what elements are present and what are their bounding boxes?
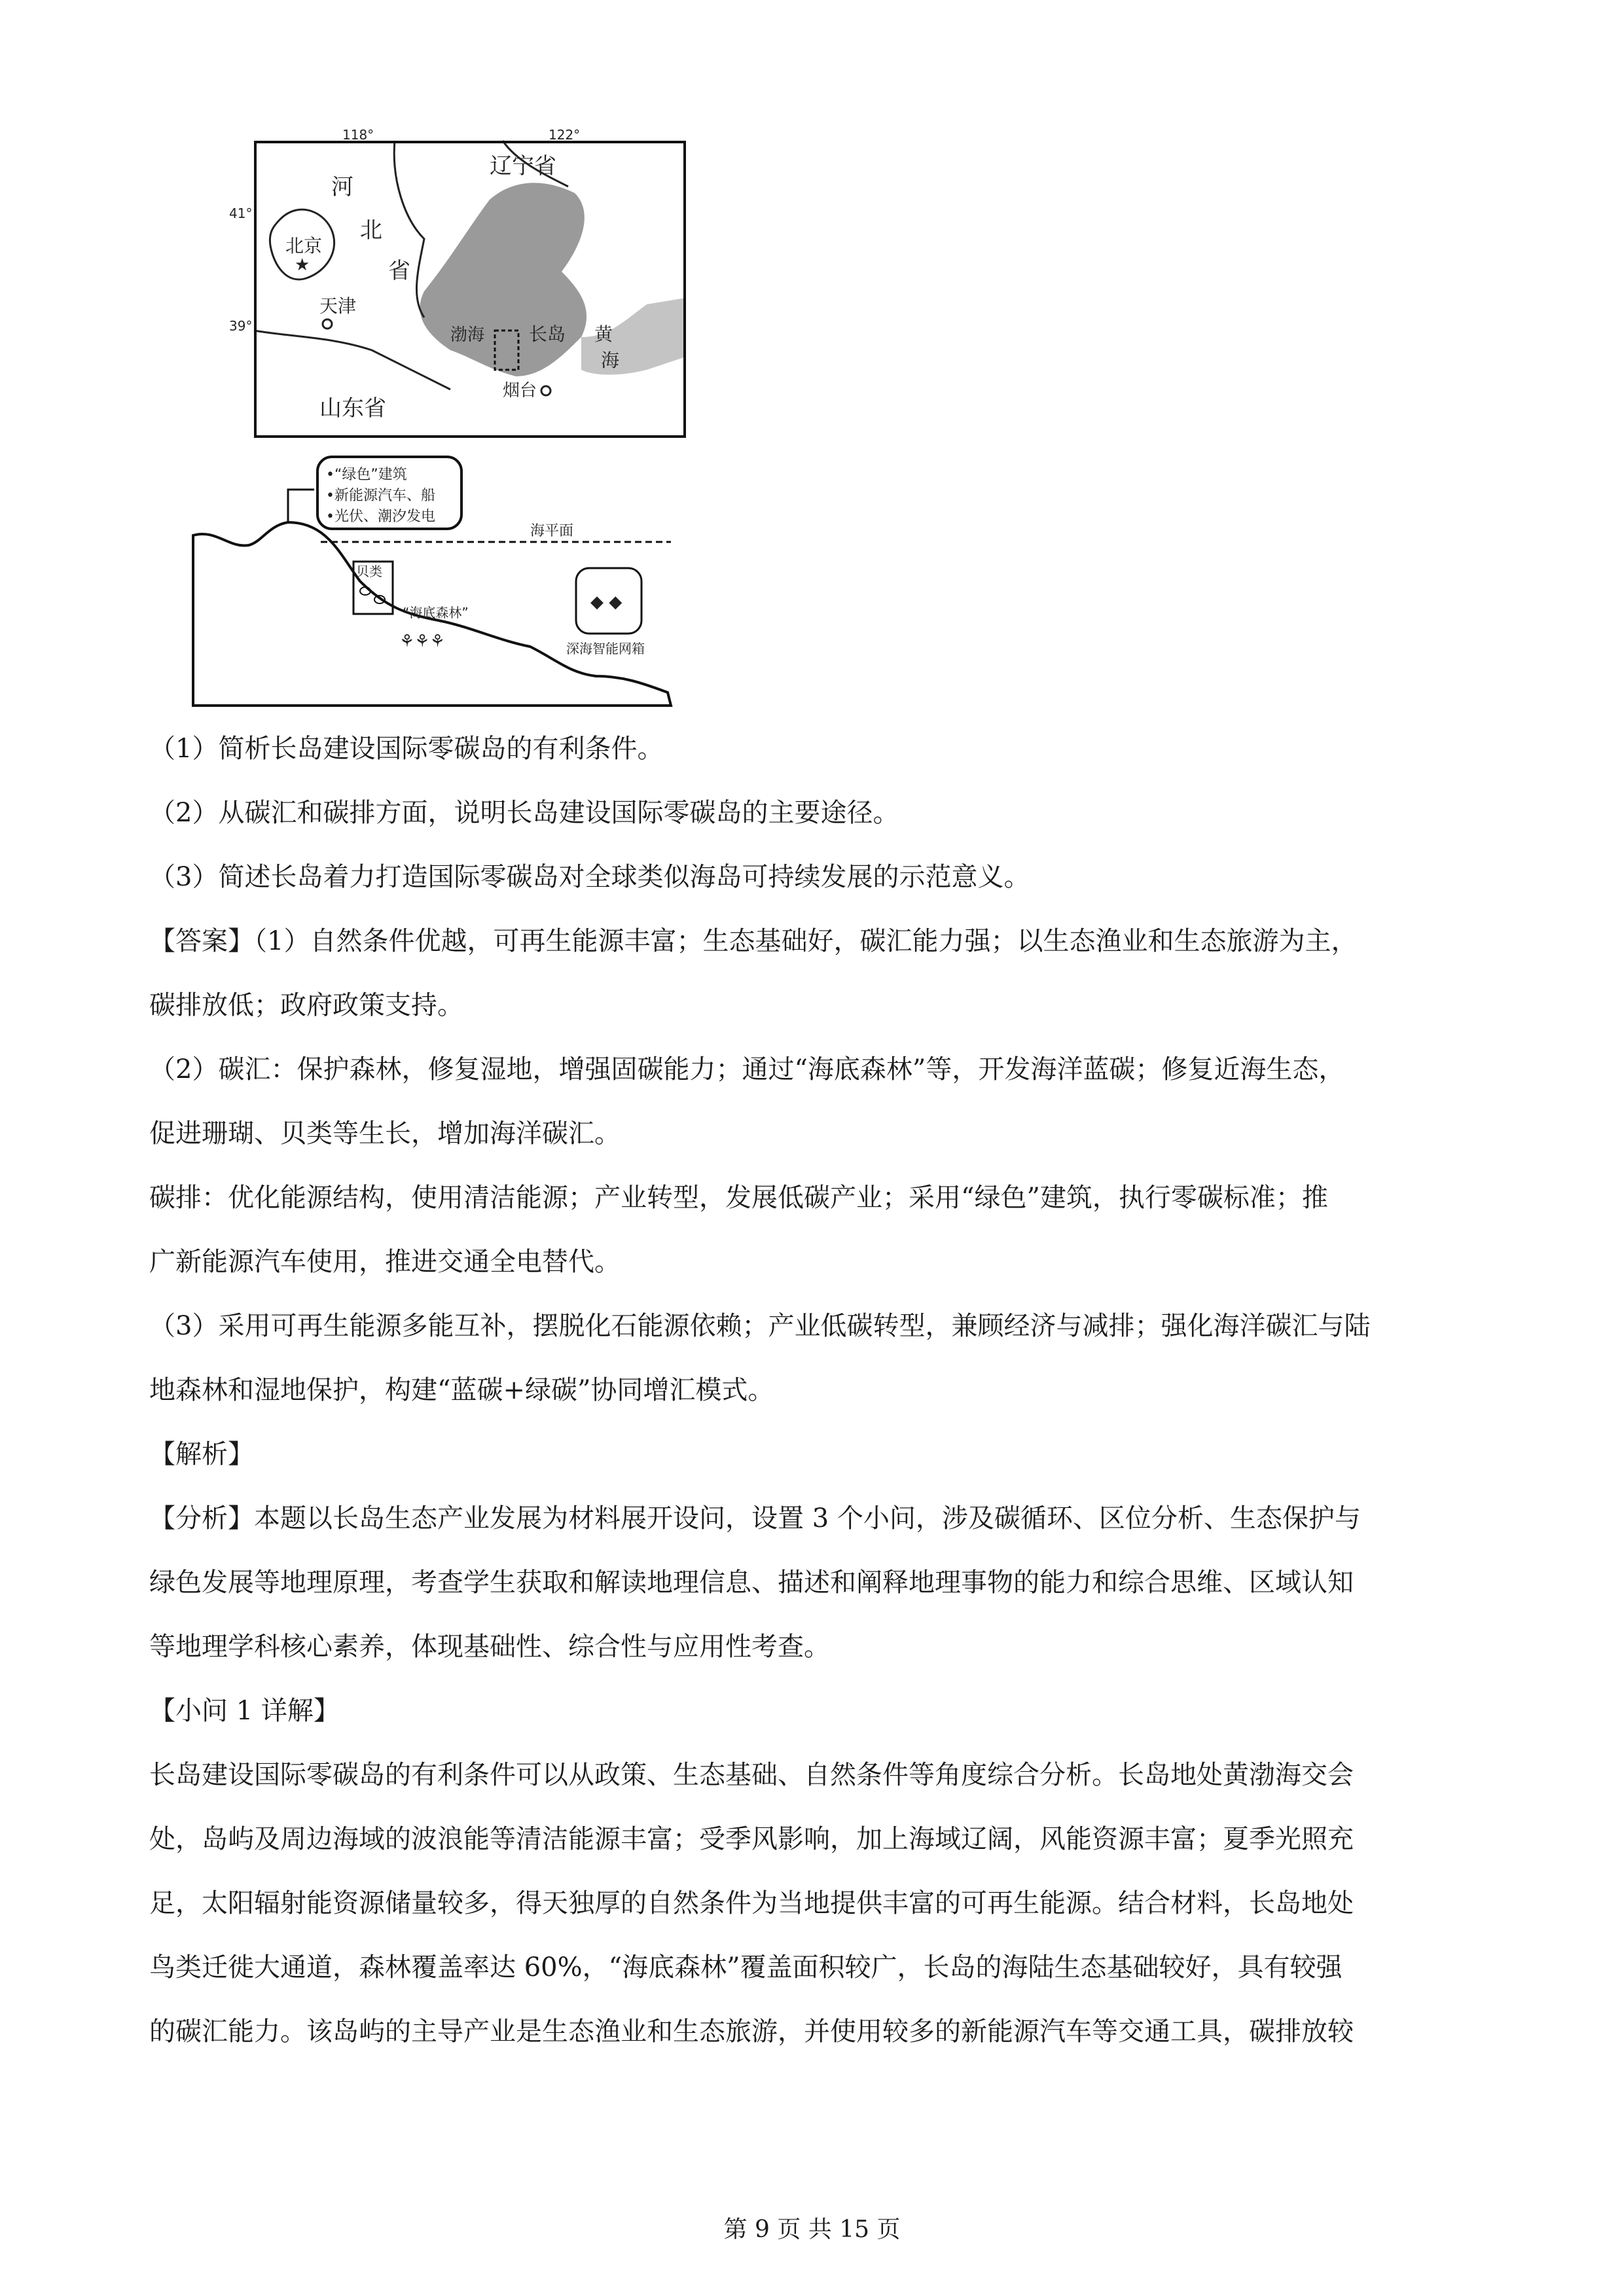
bohai-label: 渤海 [450,325,485,345]
bohai-region-map [229,127,686,438]
answer-line-5: 碳排：优化能源结构，使用清洁能源；产业转型，发展低碳产业；采用“绿色”建筑，执行零碳标准；推 [149,1183,1328,1213]
subquestion-1-heading: 【小问 1 详解】 [149,1696,340,1726]
changdao-section-diagram [190,450,687,707]
fish-icon: ◆ ◆ [590,592,623,612]
seaweed-icon: ⚘⚘⚘ [399,632,445,651]
lat-39-label: 39° [229,318,253,334]
lon-122-label: 122° [549,127,581,143]
shellfish-label: 贝类 [356,564,382,579]
huanghai-label-2: 海 [601,350,620,371]
answer-line-1: 【答案】（1）自然条件优越，可再生能源丰富；生态基础好，碳汇能力强；以生态渔业和生态旅游为主， [149,926,1358,956]
analysis-heading: 【解析】 [149,1439,254,1469]
tianjin-label: 天津 [319,295,357,317]
liaoning-label: 辽宁省 [490,153,556,179]
answer-line-3: （2）碳汇：保护森林，修复湿地，增强固碳能力；通过“海底森林”等，开发海洋蓝碳；修复近海生态， [149,1054,1345,1085]
seafloor-forest-label: “海底森林” [403,605,469,620]
answer-line-2: 碳排放低；政府政策支持。 [149,990,463,1020]
page-footer: 第 9 页 共 15 页 [723,2216,901,2243]
detail-line-5: 的碳汇能力。该岛屿的主导产业是生态渔业和生态旅游，并使用较多的新能源汽车等交通工具，碳排放较 [149,2017,1354,2047]
answer-line-4: 促进珊瑚、贝类等生长，增加海洋碳汇。 [149,1119,621,1149]
question-1: （1）简析长岛建设国际零碳岛的有利条件。 [149,734,664,764]
sea-level-label: 海平面 [530,523,574,539]
beijing-label: 北京 [285,235,323,257]
analysis-line-1: 【分析】本题以长岛生态产业发展为材料展开设问，设置 3 个小问，涉及碳循环、区位分析、生态保护与 [149,1503,1361,1534]
detail-line-2: 处，岛屿及周边海域的波浪能等清洁能源丰富；受季风影响，加上海域辽阔，风能资源丰富；夏季光照充 [149,1824,1354,1854]
detail-line-3: 足，太阳辐射能资源储量较多，得天独厚的自然条件为当地提供丰富的可再生能源。结合材料，长岛地处 [149,1888,1354,1918]
huanghai-label-1: 黄 [594,323,613,345]
shandong-label: 山东省 [319,395,386,422]
lon-118-label: 118° [342,127,374,143]
answer-line-8: 地森林和湿地保护，构建“蓝碳+绿碳”协同增汇模式。 [149,1375,774,1405]
lat-41-label: 41° [229,206,253,221]
answer-line-6: 广新能源汽车使用，推进交通全电替代。 [149,1247,621,1277]
yantai-label: 烟台 [503,381,537,401]
hebei-label-2: 北 [360,217,382,243]
changdao-label: 长岛 [529,323,566,345]
hebei-label-3: 省 [388,258,410,284]
box-line-solar-tidal: •光伏、潮汐发电 [326,509,435,525]
analysis-line-3: 等地理学科核心素养，体现基础性、综合性与应用性考查。 [149,1632,830,1662]
box-line-new-energy-vehicle: •新能源汽车、船 [326,488,435,504]
detail-line-4: 鸟类迁徙大通道，森林覆盖率达 60%，“海底森林”覆盖面积较广，长岛的海陆生态基础较好，具有较强 [149,1952,1343,1982]
detail-line-1: 长岛建设国际零碳岛的有利条件可以从政策、生态基础、自然条件等角度综合分析。长岛地处黄渤海交会 [149,1760,1354,1790]
question-2: （2）从碳汇和碳排方面，说明长岛建设国际零碳岛的主要途径。 [149,798,899,828]
answer-line-7: （3）采用可再生能源多能互补，摆脱化石能源依赖；产业低碳转型，兼顾经济与减排；强化海洋碳汇与陆 [149,1311,1371,1341]
hebei-label-1: 河 [331,174,353,200]
question-3: （3）简述长岛着力打造国际零碳岛对全球类似海岛可持续发展的示范意义。 [149,862,1030,892]
analysis-line-2: 绿色发展等地理原理，考查学生获取和解读地理信息、描述和阐释地理事物的能力和综合思维、区域认知 [149,1568,1354,1598]
cage-label: 深海智能网箱 [566,641,645,656]
box-line-green-building: •“绿色”建筑 [326,467,407,483]
beijing-star-icon: ★ [295,255,310,275]
